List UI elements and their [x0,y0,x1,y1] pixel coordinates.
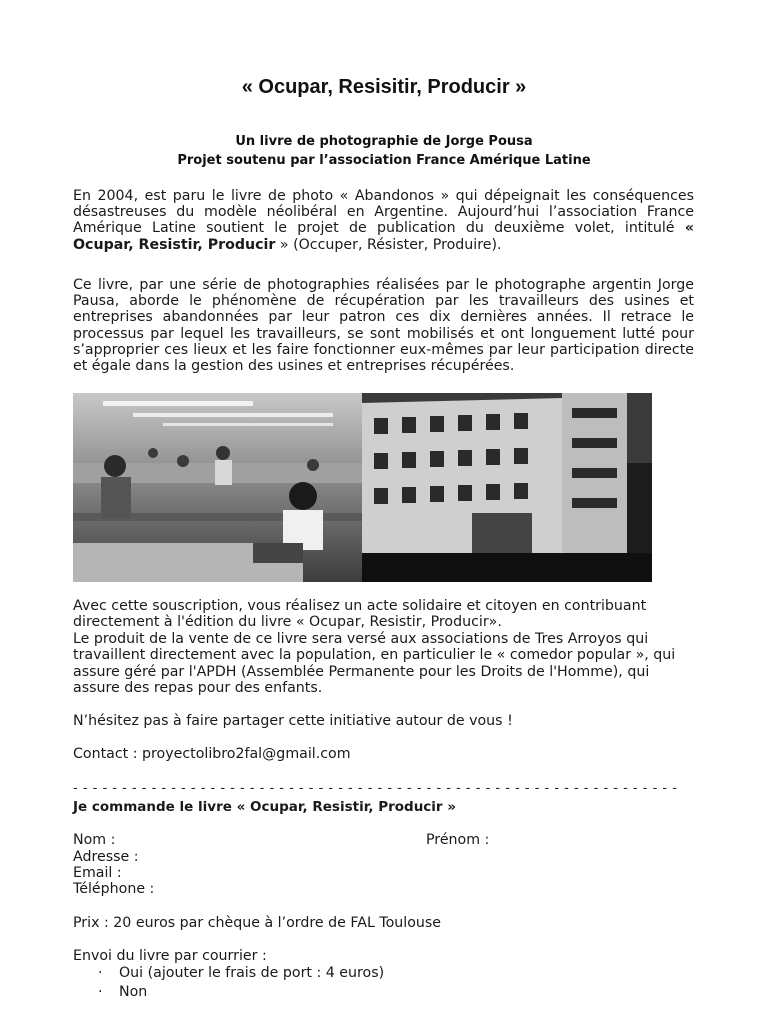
souscription-line: Avec cette souscription, vous réalisez un acte solidaire et citoyen en contribuant [73,598,647,614]
subtitle-support: Projet soutenu par l’association France Amérique Latine [177,153,591,168]
photo-strip [73,393,652,582]
subtitle-author: Un livre de photographie de Jorge Pousa [235,134,533,149]
form-label-telephone: Téléphone : [73,881,155,897]
description-paragraph: Ce livre, par une série de photographies réalisées par le photographe argentin Jorge Pausa, aborde le phénomène de récupération par les travailleurs des usines et entreprises abandonnées par leur patron ces dix dernières années. Il retrace le processus par lequel les travailleurs, se sont mobilisés et ont longuement lutté pour s’approprier ces lieux et les faire fonctionner eux-mêmes par leur participation directe et égale dans la gestion des usines et entreprises récupérées. [73,277,694,375]
form-label-prenom: Prénom : [426,832,490,848]
building-photo [362,393,652,582]
form-label-email: Email : [73,865,122,881]
shipping-option-oui [98,965,384,981]
intro-book-title: « Ocupar, Resistir, Producir [73,220,694,253]
factory-workers-photo [73,393,362,582]
price-text: Prix : 20 euros par chèque à l’ordre de FAL Toulouse [73,915,442,931]
intro-paragraph [73,188,694,253]
option-label: Oui (ajouter le frais de port : 4 euros) [119,965,385,981]
souscription-line: travaillent directement avec la population, en particulier le « comedor popular », qui [73,647,676,663]
bullet-icon: · [98,984,103,1000]
souscription-line: assure des repas pour des enfants. [73,680,323,696]
souscription-line: Le produit de la vente de ce livre sera versé aux associations de Tres Arroyos qui [73,631,649,647]
souscription-line: directement à l'édition du livre « Ocupar, Resistir, Producir». [73,614,502,630]
order-title: Je commande le livre « Ocupar, Resistir, Producir » [73,799,457,815]
cut-line-divider: - - - - - - - - - - - - - - - - - - - - - - - - - - - - - - - - - - - - - - - - - - - - - - - - - - - - - - - - - - - - - - [73,781,678,796]
building-image [362,393,652,582]
option-label: Non [119,984,148,1000]
souscription-line: assure géré par l'APDH (Assemblée Permanente pour les Droits de l'Homme), qui [73,664,650,680]
bullet-icon: · [98,965,103,981]
shipping-label: Envoi du livre par courrier : [73,948,267,964]
form-label-nom: Nom : [73,832,116,848]
shipping-option-non [98,984,147,1000]
form-label-adresse: Adresse : [73,849,139,865]
intro-text-end: » (Occuper, Résister, Produire). [275,236,502,253]
factory-workers-image [73,393,362,582]
share-text: N’hésitez pas à faire partager cette initiative autour de vous ! [73,713,513,729]
intro-text: En 2004, est paru le livre de photo « Abandonos » qui dépeignait les conséquences désastreuses du modèle néolibéral en Argentine. Aujourd’hui l’association France Amérique Latine soutient le projet de publication du deuxième volet, intitulé [73,188,694,237]
contact-text: Contact : proyectolibro2fal@gmail.com [73,746,351,762]
document-title: « Ocupar, Resisitir, Producir » [241,76,527,98]
